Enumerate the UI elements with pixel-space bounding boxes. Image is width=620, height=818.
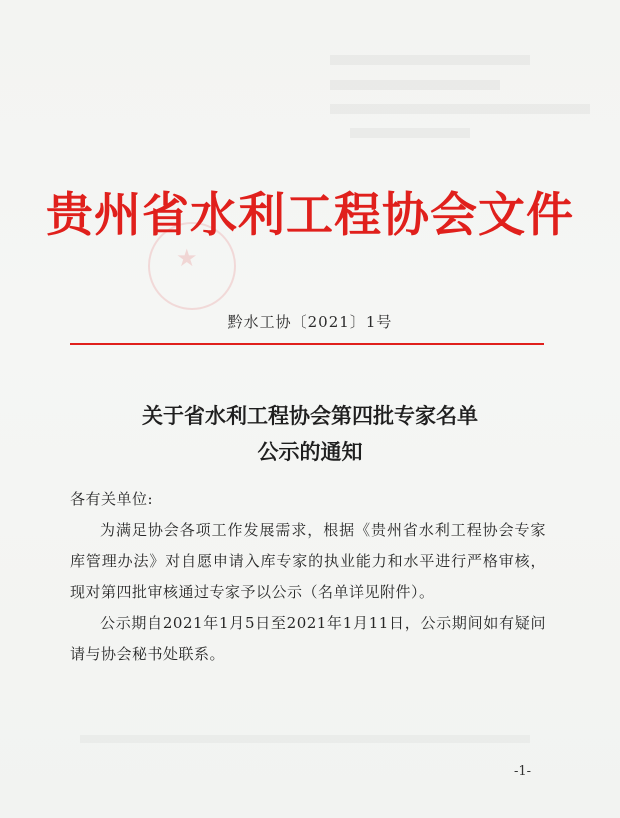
page-number: -1-: [514, 764, 532, 779]
seal-star-icon: ★: [176, 244, 198, 272]
notice-title: [0, 398, 620, 470]
document-header-title: 贵州省水利工程协会文件: [46, 188, 574, 243]
notice-body: [70, 484, 546, 670]
salutation: 各有关单位:: [70, 490, 154, 508]
document-number: 黔水工协〔2021〕1号: [227, 313, 393, 331]
body-paragraph-2: 公示期自2021年1月5日至2021年1月11日，公示期间如有疑问请与协会秘书处联系。: [70, 614, 546, 663]
bleed-through-mark: [330, 55, 530, 65]
bleed-through-mark: [330, 80, 500, 90]
bleed-through-mark: [350, 128, 470, 138]
notice-title-line2: 公示的通知: [257, 439, 363, 464]
bleed-through-mark: [80, 735, 530, 743]
bleed-through-mark: [330, 104, 590, 114]
red-divider: [70, 343, 544, 345]
body-paragraph-1: 为满足协会各项工作发展需求，根据《贵州省水利工程协会专家库管理办法》对自愿申请入库专家的执业能力和水平进行严格审核，现对第四批审核通过专家予以公示（名单详见附件）。: [70, 521, 546, 601]
notice-title-line1: 关于省水利工程协会第四批专家名单: [142, 403, 478, 428]
